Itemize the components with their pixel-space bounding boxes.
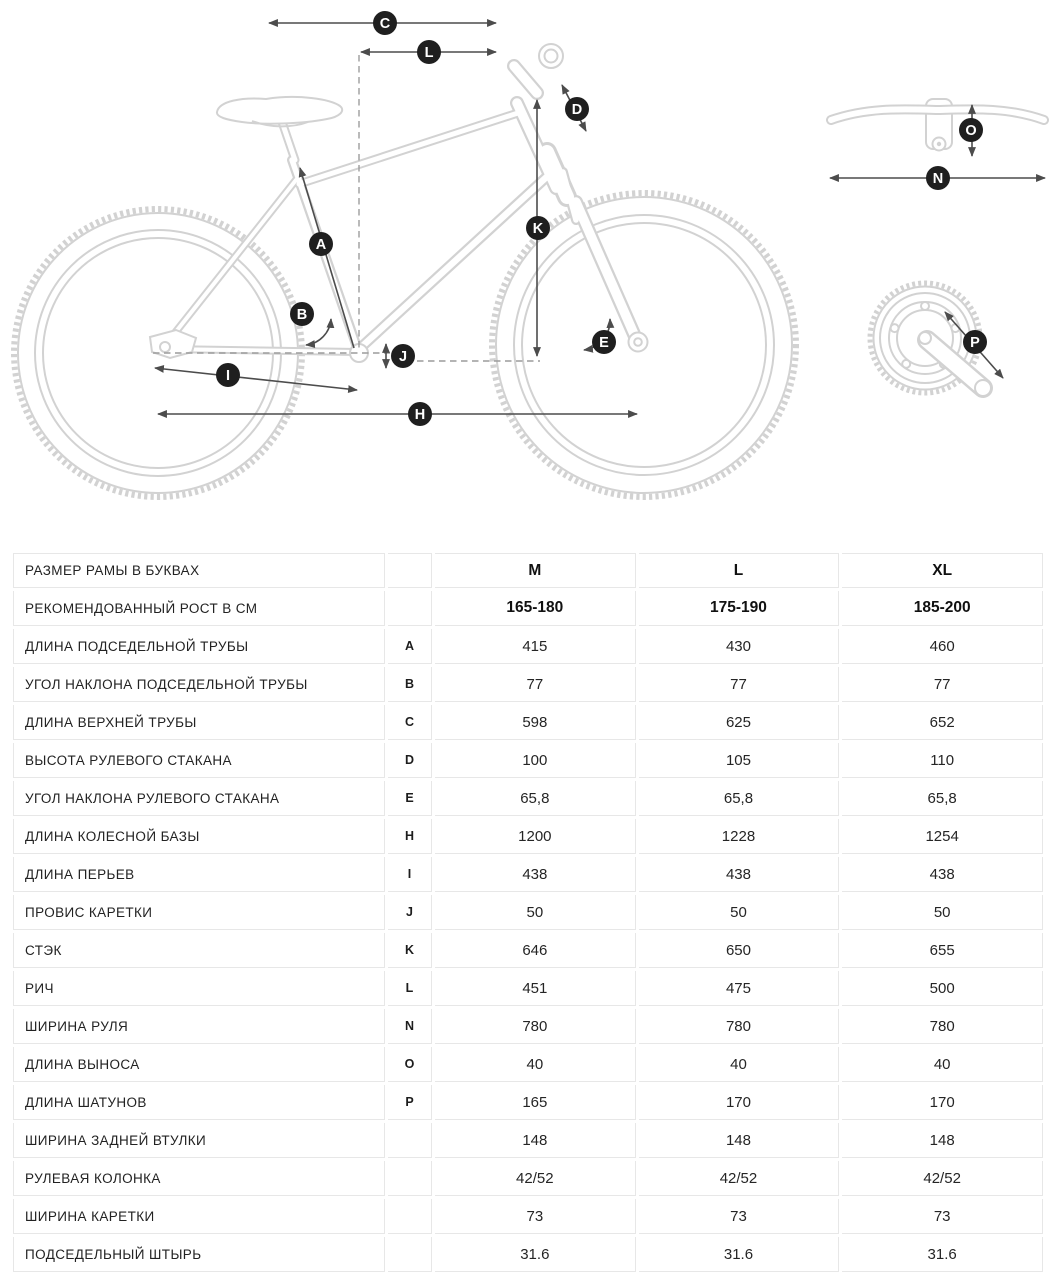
table-row: [13, 629, 1043, 664]
value-m: 451: [435, 971, 636, 1006]
svg-text:D: D: [571, 102, 583, 118]
svg-text:P: P: [970, 335, 980, 351]
table-row: [13, 971, 1043, 1006]
row-letter: C: [388, 705, 432, 740]
value-xl: 77: [842, 667, 1043, 702]
table-row: [13, 1199, 1043, 1234]
rear-dropout: [150, 330, 196, 358]
value-l: 77: [639, 667, 840, 702]
handlebar-top-view: [831, 99, 1044, 151]
row-label: ДЛИНА ПЕРЬЕВ: [13, 857, 385, 892]
svg-text:J: J: [398, 349, 408, 365]
dim-badge-c: [373, 11, 397, 35]
value-m: 1200: [435, 819, 636, 854]
row-letter: I: [388, 857, 432, 892]
value-m: 148: [435, 1123, 636, 1158]
dim-badge-k: [526, 216, 550, 240]
value-m: 598: [435, 705, 636, 740]
value-m: 50: [435, 895, 636, 930]
table-row: [13, 1237, 1043, 1272]
value-m: 77: [435, 667, 636, 702]
table-row: [13, 1009, 1043, 1044]
row-label: РУЛЕВАЯ КОЛОНКА: [13, 1161, 385, 1196]
value-l: 430: [639, 629, 840, 664]
value-xl: 460: [842, 629, 1043, 664]
value-m: 65,8: [435, 781, 636, 816]
row-label: ПОДСЕДЕЛЬНЫЙ ШТЫРЬ: [13, 1237, 385, 1272]
row-letter: [388, 1199, 432, 1234]
value-l: 625: [639, 705, 840, 740]
value-xl: 40: [842, 1047, 1043, 1082]
crank-axle: [919, 332, 931, 344]
row-label: ШИРИНА ЗАДНЕЙ ВТУЛКИ: [13, 1123, 385, 1158]
row-label: ДЛИНА ВЕРХНЕЙ ТРУБЫ: [13, 705, 385, 740]
value-xl: 655: [842, 933, 1043, 968]
value-m: 415: [435, 629, 636, 664]
row-letter: [388, 553, 432, 588]
row-letter: [388, 1161, 432, 1196]
row-letter: O: [388, 1047, 432, 1082]
svg-text:L: L: [424, 45, 434, 61]
value-l: 650: [639, 933, 840, 968]
row-letter: K: [388, 933, 432, 968]
table-row: [13, 591, 1043, 626]
dim-badge-h: [408, 402, 432, 426]
table-row: [13, 857, 1043, 892]
dim-badge-d: [565, 97, 589, 121]
value-l: 148: [639, 1123, 840, 1158]
row-label: ДЛИНА КОЛЕСНОЙ БАЗЫ: [13, 819, 385, 854]
value-l: 105: [639, 743, 840, 778]
value-m: M: [435, 553, 636, 588]
dimension-badges: [216, 11, 987, 426]
value-l: 50: [639, 895, 840, 930]
pedal-hole: [975, 380, 991, 396]
row-letter: H: [388, 819, 432, 854]
bike-geometry-sketch: [0, 0, 1059, 550]
value-m: 165: [435, 1085, 636, 1120]
value-l: 438: [639, 857, 840, 892]
row-label: ПРОВИС КАРЕТКИ: [13, 895, 385, 930]
value-m: 42/52: [435, 1161, 636, 1196]
value-xl: 42/52: [842, 1161, 1043, 1196]
table-row: [13, 933, 1043, 968]
value-l: 40: [639, 1047, 840, 1082]
row-letter: B: [388, 667, 432, 702]
table-row: [13, 553, 1043, 588]
value-m: 40: [435, 1047, 636, 1082]
row-label: ДЛИНА ВЫНОСА: [13, 1047, 385, 1082]
value-l: 170: [639, 1085, 840, 1120]
svg-text:B: B: [296, 307, 308, 323]
row-letter: J: [388, 895, 432, 930]
saddle: [217, 97, 342, 124]
value-xl: 31.6: [842, 1237, 1043, 1272]
row-label: ВЫСОТА РУЛЕВОГО СТАКАНА: [13, 743, 385, 778]
row-label: СТЭК: [13, 933, 385, 968]
dim-badge-p: [963, 330, 987, 354]
value-xl: 73: [842, 1199, 1043, 1234]
dim-badge-i: [216, 363, 240, 387]
row-label: РЕКОМЕНДОВАННЫЙ РОСТ В СМ: [13, 591, 385, 626]
dim-i-arrow: [155, 368, 357, 390]
row-letter: [388, 591, 432, 626]
row-label: УГОЛ НАКЛОНА РУЛЕВОГО СТАКАНА: [13, 781, 385, 816]
value-m: 646: [435, 933, 636, 968]
dim-badge-n: [926, 166, 950, 190]
value-xl: 1254: [842, 819, 1043, 854]
row-letter: [388, 1123, 432, 1158]
table-row: [13, 1085, 1043, 1120]
dim-badge-o: [959, 118, 983, 142]
row-letter: D: [388, 743, 432, 778]
svg-text:A: A: [315, 237, 327, 253]
geometry-diagram: [0, 0, 1059, 550]
geometry-table-body: [13, 553, 1043, 1272]
table-row: [13, 743, 1043, 778]
dimension-arrows: [155, 23, 1045, 414]
table-row: [13, 781, 1043, 816]
value-m: 100: [435, 743, 636, 778]
value-xl: 50: [842, 895, 1043, 930]
svg-text:I: I: [225, 368, 231, 384]
table-row: [13, 667, 1043, 702]
value-l: 65,8: [639, 781, 840, 816]
table-row: [13, 1161, 1043, 1196]
value-xl: 780: [842, 1009, 1043, 1044]
geometry-table-section: [0, 550, 1059, 1275]
table-row: [13, 705, 1043, 740]
table-row: [13, 1123, 1043, 1158]
table-row: [13, 1047, 1043, 1082]
value-l: 1228: [639, 819, 840, 854]
value-xl: XL: [842, 553, 1043, 588]
value-l: 31.6: [639, 1237, 840, 1272]
svg-text:N: N: [932, 171, 944, 187]
value-l: L: [639, 553, 840, 588]
row-letter: P: [388, 1085, 432, 1120]
value-xl: 438: [842, 857, 1043, 892]
dim-badge-e: [592, 330, 616, 354]
value-xl: 185-200: [842, 591, 1043, 626]
value-m: 31.6: [435, 1237, 636, 1272]
row-label: РАЗМЕР РАМЫ В БУКВАХ: [13, 553, 385, 588]
row-label: ШИРИНА РУЛЯ: [13, 1009, 385, 1044]
row-letter: N: [388, 1009, 432, 1044]
row-label: УГОЛ НАКЛОНА ПОДСЕДЕЛЬНОЙ ТРУБЫ: [13, 667, 385, 702]
row-letter: A: [388, 629, 432, 664]
rear-hub: [160, 342, 170, 352]
row-letter: [388, 1237, 432, 1272]
svg-text:H: H: [414, 407, 426, 423]
dim-badge-a: [309, 232, 333, 256]
value-m: 438: [435, 857, 636, 892]
svg-text:E: E: [599, 335, 609, 351]
value-xl: 500: [842, 971, 1043, 1006]
value-m: 780: [435, 1009, 636, 1044]
table-row: [13, 819, 1043, 854]
value-xl: 148: [842, 1123, 1043, 1158]
table-row: [13, 895, 1043, 930]
dim-badge-l: [417, 40, 441, 64]
value-xl: 170: [842, 1085, 1043, 1120]
row-letter: L: [388, 971, 432, 1006]
value-xl: 110: [842, 743, 1043, 778]
value-l: 73: [639, 1199, 840, 1234]
value-m: 73: [435, 1199, 636, 1234]
row-label: РИЧ: [13, 971, 385, 1006]
row-letter: E: [388, 781, 432, 816]
svg-text:K: K: [532, 221, 544, 237]
value-m: 165-180: [435, 591, 636, 626]
geometry-table: [10, 550, 1046, 1275]
value-l: 42/52: [639, 1161, 840, 1196]
row-label: ДЛИНА ШАТУНОВ: [13, 1085, 385, 1120]
value-l: 175-190: [639, 591, 840, 626]
svg-text:O: O: [965, 123, 977, 139]
dim-badge-b: [290, 302, 314, 326]
row-label: ШИРИНА КАРЕТКИ: [13, 1199, 385, 1234]
svg-text:C: C: [379, 16, 391, 32]
value-xl: 652: [842, 705, 1043, 740]
value-l: 780: [639, 1009, 840, 1044]
value-l: 475: [639, 971, 840, 1006]
dim-badge-j: [391, 344, 415, 368]
row-label: ДЛИНА ПОДСЕДЕЛЬНОЙ ТРУБЫ: [13, 629, 385, 664]
value-xl: 65,8: [842, 781, 1043, 816]
